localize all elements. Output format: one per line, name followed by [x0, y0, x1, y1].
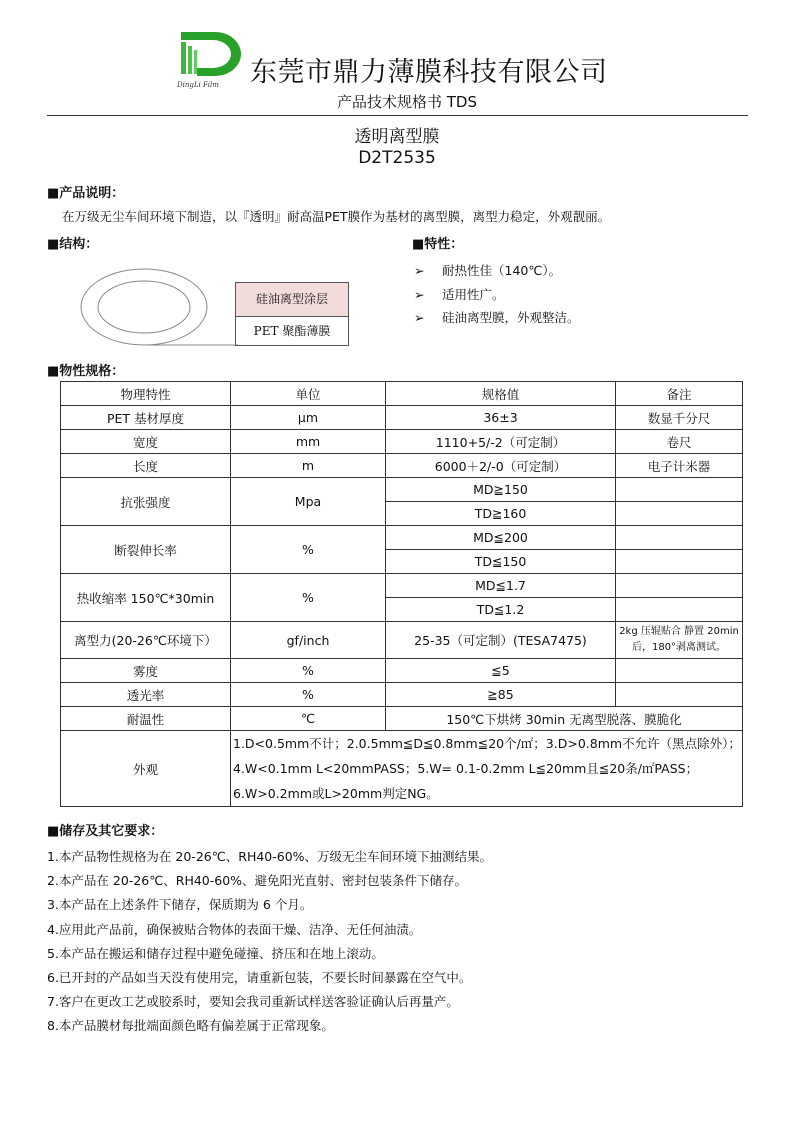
- table-row: [61, 659, 743, 683]
- table-cell: [616, 526, 743, 550]
- table-cell: %: [231, 683, 386, 707]
- table-cell: [616, 659, 743, 683]
- table-cell: 断裂伸长率: [61, 526, 231, 574]
- table-cell: %: [231, 574, 386, 622]
- table-cell: [616, 683, 743, 707]
- storage-item: 4.应用此产品前，确保被贴合物体的表面干燥、洁净、无任何油渍。: [47, 921, 422, 937]
- table-row: [61, 406, 743, 430]
- table-cell: 电子计米器: [616, 454, 743, 478]
- features-title: ■特性：: [412, 237, 464, 252]
- storage-title: ■储存及其它要求：: [47, 824, 164, 839]
- table-cell: 雾度: [61, 659, 231, 683]
- feature-item: ➢ 适用性广。: [414, 286, 505, 302]
- table-cell: MD≦200: [386, 526, 616, 550]
- storage-item: 5.本产品在搬运和储存过程中避免碰撞、挤压和在地上滚动。: [47, 945, 384, 961]
- table-cell: 宽度: [61, 430, 231, 454]
- table-cell: 150℃下烘烤 30min 无离型脱落、膜脆化: [386, 707, 743, 731]
- table-row: [61, 622, 743, 659]
- table-cell: 透光率: [61, 683, 231, 707]
- table-cell: 物理特性: [61, 382, 231, 406]
- table-cell: 6000＋2/-0（可定制）: [386, 454, 616, 478]
- table-cell: MD≧150: [386, 478, 616, 502]
- table-cell: %: [231, 659, 386, 683]
- product-code: D2T2535: [358, 148, 436, 168]
- table-cell: 离型力(20-26℃环境下）: [61, 622, 231, 659]
- storage-item: 1.本产品物性规格为在 20-26℃、RH40-60%、万级无尘车间环境下抽测结果。: [47, 849, 493, 864]
- table-cell: 抗张强度: [61, 478, 231, 526]
- table-row: [61, 478, 743, 502]
- product-name: 透明离型膜: [354, 127, 440, 147]
- table-row: [61, 683, 743, 707]
- table-cell: 备注: [616, 382, 743, 406]
- storage-list: [47, 845, 492, 1039]
- svg-text:DingLi Film: DingLi Film: [177, 81, 219, 89]
- table-row: [61, 731, 743, 807]
- table-cell: [616, 598, 743, 622]
- table-cell: MD≦1.7: [386, 574, 616, 598]
- table-cell: 热收缩率 150℃*30min: [61, 574, 231, 622]
- table-cell: m: [231, 454, 386, 478]
- header-divider: [47, 115, 748, 116]
- table-cell: 25-35（可定制）(TESA7475): [386, 622, 616, 659]
- layer-silicone: 硅油离型涂层: [236, 283, 348, 317]
- layer-stack: [235, 282, 349, 346]
- table-row: [61, 574, 743, 598]
- table-cell: ≦5: [386, 659, 616, 683]
- specs-table: [60, 381, 743, 807]
- layer-pet: PET 聚酯薄膜: [253, 324, 331, 338]
- features-list: [414, 259, 580, 330]
- table-cell: TD≦1.2: [386, 598, 616, 622]
- table-cell: [616, 502, 743, 526]
- table-cell: [616, 550, 743, 574]
- table-cell: μm: [231, 406, 386, 430]
- table-cell: 1.D<0.5mm不计；2.0.5mm≦D≦0.8mm≦20个/㎡；3.D>0.8mm不允许（黑点除外）；4.W<0.1mm L<20mmPASS；5.W= 0.1-0.2mm L≦20mm且≦20条/㎡PASS； 6.W>0.2mm或L>20mm判定NG。: [231, 731, 743, 807]
- table-cell: mm: [231, 430, 386, 454]
- table-cell: TD≧160: [386, 502, 616, 526]
- table-cell: [616, 574, 743, 598]
- table-cell: %: [231, 526, 386, 574]
- storage-item: 3.本产品在上述条件下储存，保质期为 6 个月。: [47, 897, 313, 913]
- specs-title: ■物性规格：: [47, 364, 125, 379]
- company-name: 东莞市鼎力薄膜科技有限公司: [250, 57, 608, 88]
- table-cell: 36±3: [386, 406, 616, 430]
- table-cell: 长度: [61, 454, 231, 478]
- table-cell: gf/inch: [231, 622, 386, 659]
- table-cell: 耐温性: [61, 707, 231, 731]
- storage-item: 8.本产品膜材每批端面颜色略有偏差属于正常现象。: [47, 1018, 334, 1034]
- table-cell: ≧85: [386, 683, 616, 707]
- table-header-row: [61, 382, 743, 406]
- table-cell: [616, 478, 743, 502]
- table-cell: 2kg 压辊贴合 静置 20min 后，180°剥离测试。: [616, 622, 743, 659]
- storage-item: 2.本产品在 20-26℃、RH40-60%、避免阳光直射、密封包装条件下储存。: [47, 873, 468, 889]
- table-cell: PET 基材厚度: [61, 406, 231, 430]
- table-cell: 1110+5/-2（可定制）: [386, 430, 616, 454]
- table-cell: 数显千分尺: [616, 406, 743, 430]
- table-cell: 规格值: [386, 382, 616, 406]
- storage-item: 6.已开封的产品如当天没有使用完，请重新包装，不要长时间暴露在空气中。: [47, 970, 472, 986]
- company-logo: [175, 28, 245, 90]
- feature-item: ➢ 耐热性佳（140℃）。: [414, 263, 562, 278]
- description-text: 在万级无尘车间环境下制造，以『透明』耐高温PET膜作为基材的离型膜，离型力稳定，外观靓丽。: [62, 209, 611, 224]
- storage-item: 7.客户在更改工艺或胶系时，要知会我司重新试样送客验证确认后再量产。: [47, 994, 459, 1010]
- table-cell: 单位: [231, 382, 386, 406]
- table-cell: Mpa: [231, 478, 386, 526]
- feature-item: ➢ 硅油离型膜，外观整洁。: [414, 310, 580, 325]
- doc-subtitle: 产品技术规格书 TDS: [336, 93, 477, 111]
- film-roll-diagram: [78, 266, 218, 348]
- table-cell: 外观: [61, 731, 231, 807]
- table-row: [61, 454, 743, 478]
- table-row: [61, 707, 743, 731]
- table-row: [61, 430, 743, 454]
- description-title: ■产品说明：: [47, 186, 125, 201]
- table-cell: ℃: [231, 707, 386, 731]
- table-cell: TD≦150: [386, 550, 616, 574]
- table-cell: 卷尺: [616, 430, 743, 454]
- structure-title: ■结构：: [47, 237, 99, 252]
- table-row: [61, 526, 743, 550]
